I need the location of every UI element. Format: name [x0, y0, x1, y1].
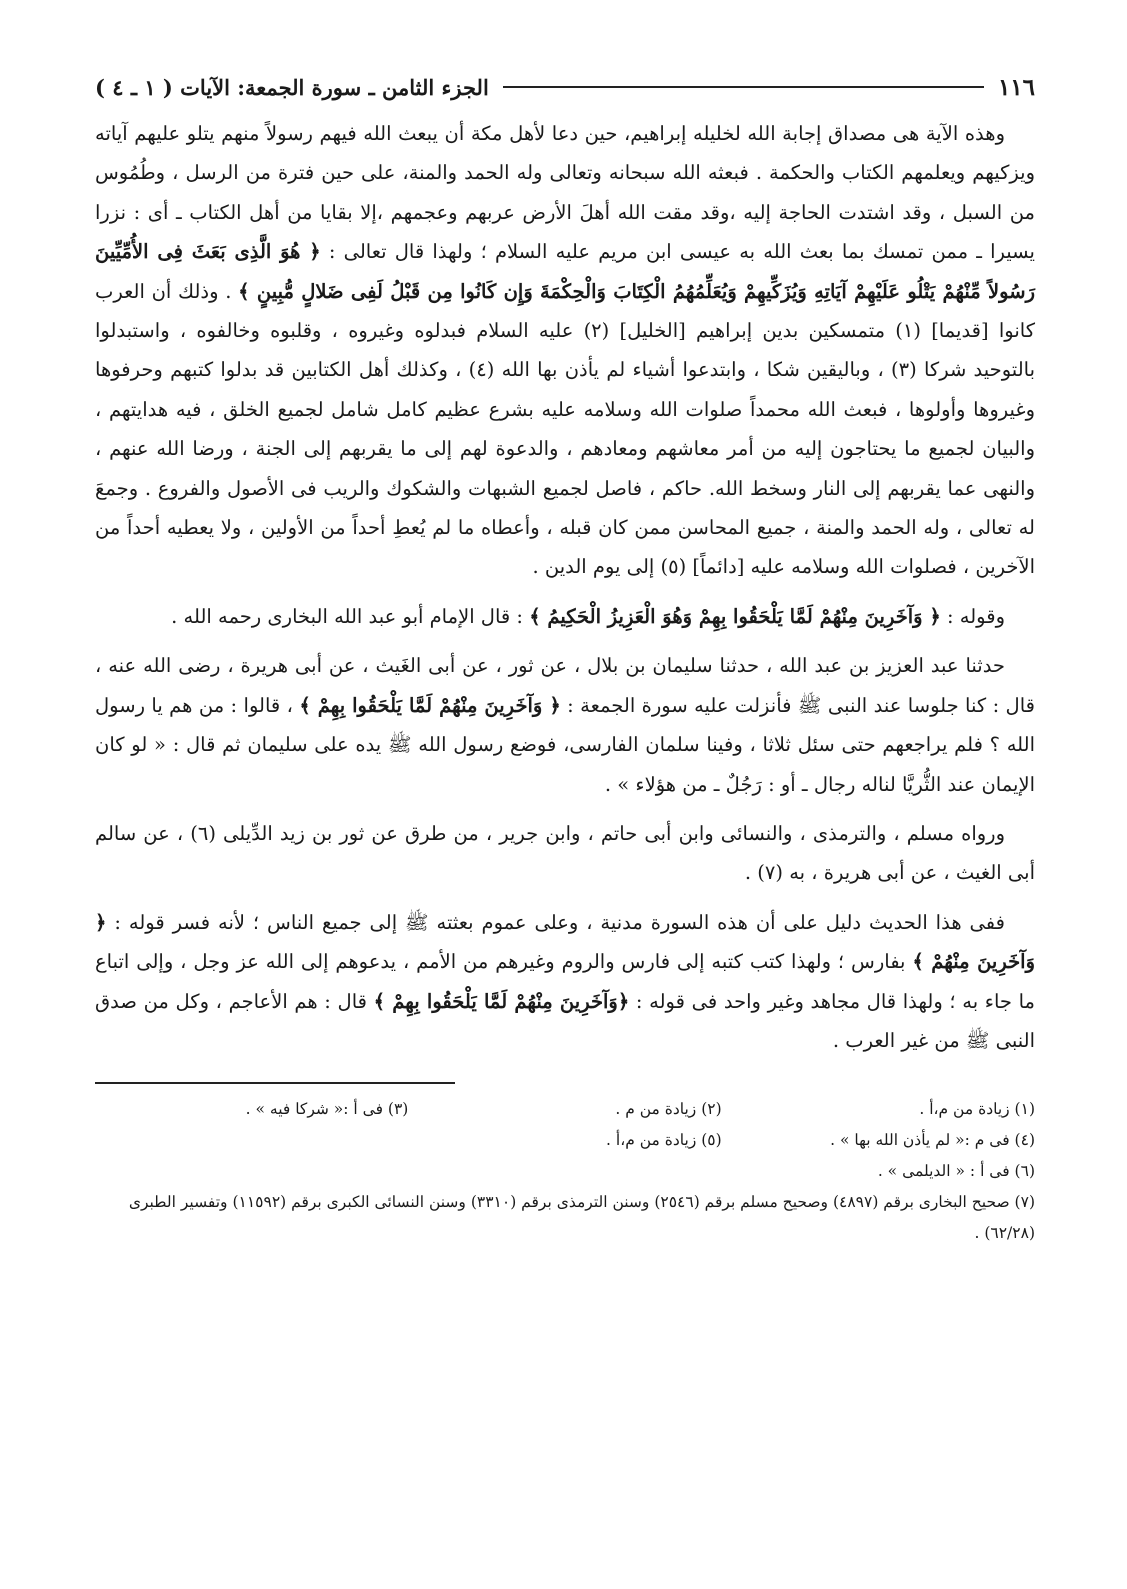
paragraph [95, 814, 1035, 893]
text-run: حدثنا عبد العزيز بن عبد الله ، حدثنا سليمان بن بلال ، عن ثور ، عن أبى الغَيث ، عن أبى هريرة ، رضى الله عنه ، قال : كنا جلوسا عند النبى ﷺ فأنزلت عليه سورة الجمعة : [95, 654, 1035, 717]
page-number: ١١٦ [997, 73, 1035, 101]
paragraph [95, 597, 1035, 636]
footnote: (٣) فى أ :« شركا فيه » . [245, 1100, 409, 1119]
text-run: وقوله : [940, 604, 1005, 628]
quran-verse: ﴿وَآخَرِينَ مِنْهُمْ لَمَّا يَلْحَقُوا بِهِمْ ﴾ [373, 989, 630, 1013]
footnote: (١) زيادة من م،أ . [919, 1100, 1035, 1119]
footnote: (٧) صحيح البخارى برقم (٤٨٩٧) وصحيح مسلم برقم (٢٥٤٦) وسنن الترمذى برقم (٣٣١٠) وسنن النسائى الكبرى برقم (١١٥٩٢) وتفسير الطبرى (٦٢/٢٨) . [128, 1193, 1035, 1243]
text-run: ففى هذا الحديث دليل على أن هذه السورة مدنية ، وعلى عموم بعثته ﷺ إلى جميع الناس ؛ لأنه فسر قوله : [106, 910, 1005, 934]
quran-verse: ﴿ وَآخَرِينَ مِنْهُمْ لَمَّا يَلْحَقُوا بِهِمْ ﴾ [299, 693, 561, 717]
footnote-rule [95, 1082, 455, 1084]
text-run: . وذلك أن العرب كانوا [قديما] (١) متمسكين بدين إبراهيم [الخليل] (٢) عليه السلام فبدلوه وغيروه ، وقلبوه وخالفوه ، واستبدلوا بالتوحيد شركا (٣) ، وباليقين شكا ، وابتدعوا أشياء لم يأذن بها الله (٤) ، وكذلك أهل الكتابين قد بدلوا كتبهم وحرفوها وغيروها وأولوها ، فبعث الله محمداً صلوات الله وسلامه عليه بشرع عظيم كامل شامل لجميع الخلق ، فيه هدايتهم ، والبيان لجميع ما يحتاجون إليه من أمر معاشهم ومعادهم ، والدعوة لهم إلى ما يقربهم إلى الجنة ، ورضا الله عنهم ، والنهى عما يقربهم إلى النار وسخط الله. حاكم ، فاصل لجميع الشبهات والشكوك والريب فى الأصول والفروع . وجمعَ له تعالى ، وله الحمد والمنة ، جميع المحاسن ممن كان قبله ، وأعطاه ما لم يُعطِ أحداً من الأولين ، ولا يعطيه أحداً من الآخرين ، فصلوات الله وسلامه عليه [دائماً] (٥) إلى يوم الدين . [95, 279, 1035, 579]
footnote: (٢) زيادة من م . [615, 1100, 722, 1119]
text-run: ورواه مسلم ، والترمذى ، والنسائى وابن أبى حاتم ، وابن جرير ، من طرق عن ثور بن زيد الدِّيلى (٦) ، عن سالم أبى الغيث ، عن أبى هريرة ، به (٧) . [95, 821, 1035, 885]
running-title: الجزء الثامن ـ سورة الجمعة: الآيات ( ١ ـ ٤ ) [95, 74, 489, 100]
text-run: قال : هم الأعاجم ، وكل من صدق النبى ﷺ من غير العرب . [95, 989, 1035, 1052]
text-run: : قال الإمام أبو عبد الله البخارى رحمه الله . [171, 604, 530, 628]
text-run: بفارس ؛ ولهذا كتب كتبه إلى فارس والروم وغيرهم من الأمم ، يدعوهم إلى الله عز وجل ، وإلى اتباع ما جاء به ؛ ولهذا قال مجاهد وغير واحد فى قوله : [95, 950, 1035, 1013]
paragraph [95, 903, 1035, 1061]
text-run: ، قالوا : من هم يا رسول الله ؟ فلم يراجعهم حتى سئل ثلاثا ، وفينا سلمان الفارسى، فوضع رسول الله ﷺ يده على سليمان ثم قال : « لو كان الإيمان عند الثُّريَّا لناله رجال ـ أو : رَجُلٌ ـ من هؤلاء » . [95, 693, 1035, 796]
footnote: (٥) زيادة من م،أ . [606, 1131, 722, 1150]
quran-verse: ﴿ هُوَ الَّذِى بَعَثَ فِى الأُمِّيِّينَ رَسُولاً مِّنْهُمْ يَتْلُو عَلَيْهِمْ آيَاتِهِ وَيُزَكِّيهِمْ وَيُعَلِّمُهُمُ الْكِتَابَ وَالْحِكْمَةَ وَإِن كَانُوا مِن قَبْلُ لَفِى ضَلالٍ مُّبِينٍ ﴾ [95, 240, 1036, 303]
book-page [95, 70, 1035, 1249]
running-header [95, 70, 1035, 104]
header-rule [503, 86, 984, 88]
quran-verse: ﴿ وَآخَرِينَ مِنْهُمْ لَمَّا يَلْحَقُوا بِهِمْ وَهُوَ الْعَزِيزُ الْحَكِيمُ ﴾ [529, 604, 941, 628]
paragraph [95, 646, 1035, 804]
footnote: (٦) فى أ : « الديلمى » . [877, 1162, 1035, 1181]
footnote-row [95, 1094, 1035, 1125]
footnote-row [95, 1125, 1035, 1156]
quran-verse: ﴿ وَآخَرِينَ مِنْهُمْ ﴾ [95, 910, 1036, 974]
footnote-spacer [95, 1125, 408, 1156]
text-run: وهذه الآية هى مصداق إجابة الله لخليله إبراهيم، حين دعا لأهل مكة أن يبعث الله فيهم رسولاً منهم يتلو عليهم آياته ويزكيهم ويعلمهم الكتاب والحكمة . فبعثه الله سبحانه وتعالى وله الحمد والمنة، على حين فترة من الرسل ، وطُمُوس من السبل ، وقد اشتدت الحاجة إليه ،وقد مقت الله أهلَ الأرض عربهم وعجمهم ،إلا بقايا من أهل الكتاب ـ أى : نزرا يسيرا ـ ممن تمسك بما بعث الله به عيسى ابن مريم عليه السلام ؛ ولهذا قال تعالى : [95, 122, 1035, 264]
main-text [95, 114, 1035, 1060]
paragraph [95, 114, 1035, 587]
footnotes [95, 1094, 1035, 1249]
footnote: (٤) فى م :« لم يأذن الله بها » . [830, 1131, 1035, 1150]
